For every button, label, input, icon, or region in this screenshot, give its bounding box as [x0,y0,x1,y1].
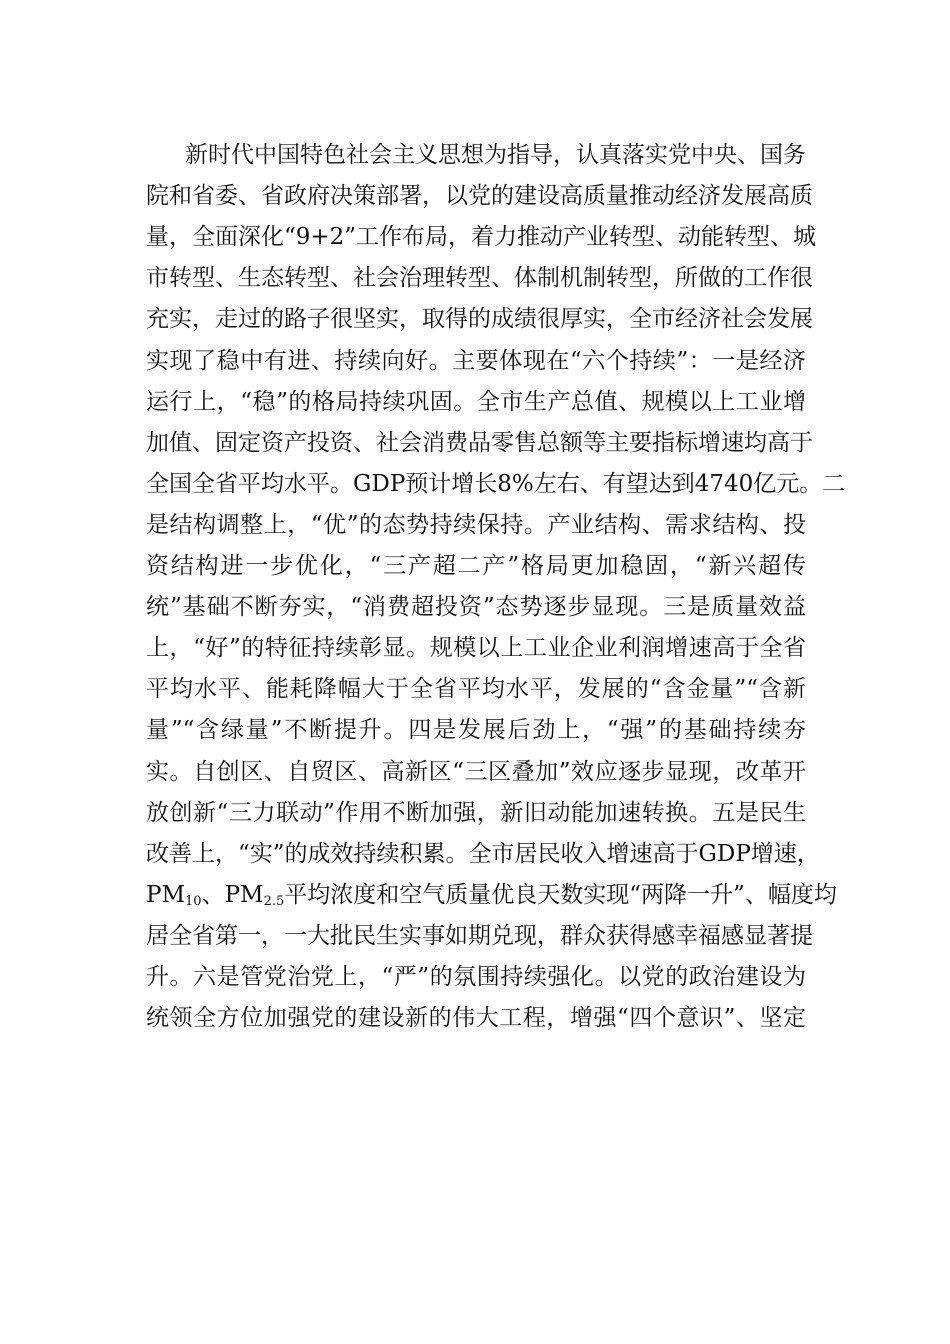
pm-line-pm2-sub: 2.5 [263,893,285,909]
text-line: 量，全面深化“9+2”工作布局，着力推动产业转型、动能转型、城 [146,224,817,251]
text-line: 实现了稳中有进、持续向好。主要体现在“六个持续”：一是经济 [146,347,806,374]
text-line: 新时代中国特色社会主义思想为指导，认真落实党中央、国务 [185,142,806,168]
text-line: 全国全省平均水平。GDP预计增长8%左右、有望达到4740亿元。二 [146,470,846,497]
text-line: 统”基础不断夯实，“消费超投资”态势逐步显现。三是质量效益 [146,594,806,621]
text-line: 市转型、生态转型、社会治理转型、体制机制转型，所做的工作很 [146,265,813,292]
text-line: 充实，走过的路子很坚实，取得的成绩很厚实，全市经济社会发展 [146,306,813,333]
text-line: 院和省委、省政府决策部署，以党的建设高质量推动经济发展高质 [146,183,813,210]
text-line: 改善上，“实”的成效持续积累。全市居民收入增速高于GDP增速， [146,840,820,867]
text-line: 量”“含绿量”不断提升。四是发展后劲上，“强”的基础持续夯 [146,717,806,744]
text-line: 加值、固定资产投资、社会消费品零售总额等主要指标增速均高于 [146,429,813,456]
text-line: 统领全方位加强党的建设新的伟大工程，增强“四个意识”、坚定 [146,1005,806,1032]
text-line: 资结构进一步优化，“三产超二产”格局更加稳固，“新兴超传 [146,553,806,579]
text-line-pm [146,880,837,910]
text-line: 平均水平、能耗降幅大于全省平均水平，发展的“含金量”“含新 [146,676,806,703]
text-line: 居全省第一，一大批民生实事如期兑现，群众获得感幸福感显著提 [146,922,813,949]
text-line: 实。自创区、自贸区、高新区“三区叠加”效应逐步显现，改革开 [146,758,806,785]
text-line: 升。六是管党治党上，“严”的氛围持续强化。以党的政治建设为 [146,964,806,990]
pm-line-rest: 平均浓度和空气质量优良天数实现“两降一升”、幅度均 [284,881,837,908]
pm-line-sep: 、PM [201,881,264,908]
text-line: 上，“好”的特征持续彰显。规模以上工业企业利润增速高于全省 [146,635,806,662]
text-line: 运行上，“稳”的格局持续巩固。全市生产总值、规模以上工业增 [146,388,806,415]
text-line: 放创新“三力联动”作用不断加强，新旧动能加速转换。五是民生 [146,799,806,826]
text-line: 是结构调整上，“优”的态势持续保持。产业结构、需求结构、投 [146,511,806,538]
pm-line-pm1: PM [146,881,186,908]
pm-line-pm1-sub: 10 [185,893,202,909]
